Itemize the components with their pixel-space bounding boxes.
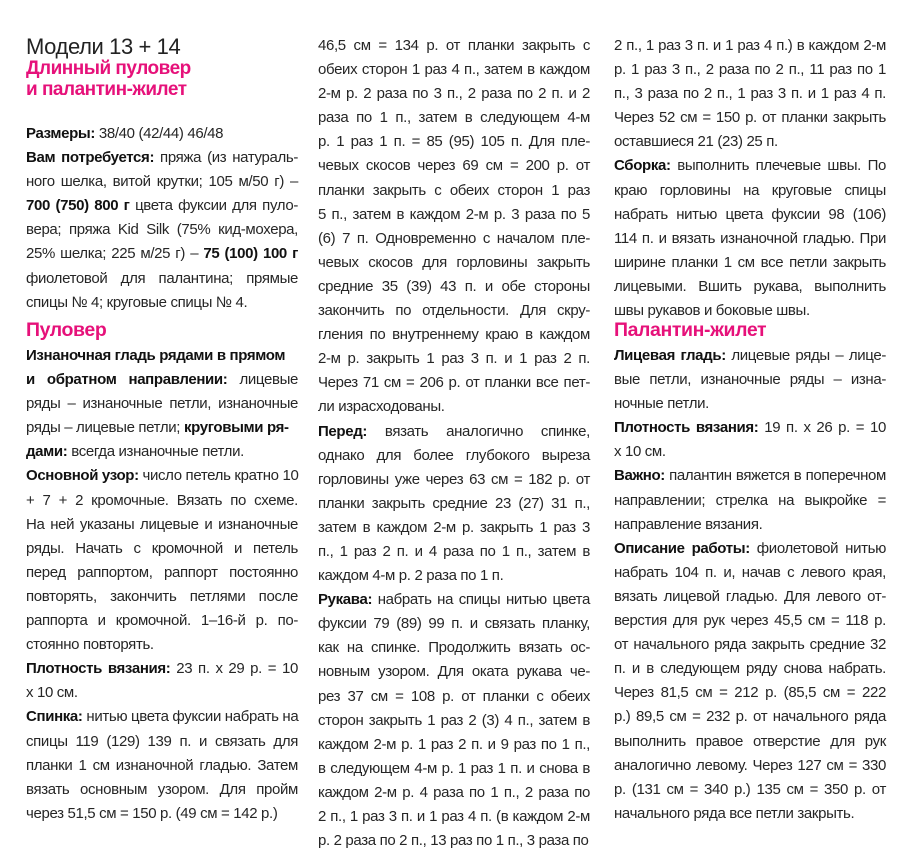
line-text: планки закрыть с обеих сторон 1 раз (318, 181, 590, 199)
line-text: р. 2 раза по 2 п., 13 раз по 1 п., 3 раза по (318, 832, 589, 850)
line-text: п., 3 раза по 2 п., 1 раз 3 п. и 1 раз 4 п. (614, 85, 886, 103)
section-heading-pullover: Пуловер (26, 319, 107, 341)
bold-term: Изнаночная гладь рядами в прямом (26, 347, 286, 364)
text-line (318, 299, 590, 323)
materials-block (26, 122, 298, 315)
text-line (614, 561, 886, 585)
text-line (26, 561, 298, 585)
text-line (614, 203, 886, 227)
text-line (318, 130, 590, 154)
line-text: набрать 104 п. и, начав с левого края, (614, 563, 886, 581)
text-line (318, 685, 590, 709)
bold-term: Основной узор: (26, 467, 139, 485)
line-text: выполнить правое отверстие для рук (614, 732, 886, 750)
title-line-1: Длинный пуловер (26, 58, 191, 79)
line-text: перед раппортом, раппорт постоянно (26, 563, 298, 581)
line-text: лицевые ряды – лице- (725, 347, 886, 364)
line-text: средние 35 (39) 43 п. и обе стороны (318, 277, 590, 295)
text-line (26, 609, 298, 633)
text-line (614, 633, 886, 657)
text-line (614, 58, 886, 82)
text-line (26, 633, 298, 657)
line-text: 2 п., 1 раз 3 п. и 1 раз 4 п.) в каждом 2-м (614, 37, 886, 54)
needs-amount: 700 (750) 800 г (26, 197, 130, 215)
line-text: р.) 89,5 см = 232 р. от начального ряда (614, 708, 886, 726)
text-line (26, 730, 298, 754)
article-title (26, 58, 191, 100)
line-text: вязать основным узором. Для пройм (26, 780, 298, 798)
text-line (614, 609, 886, 633)
line-text: выполнить плечевые швы. По (670, 157, 886, 175)
line-text: каждом 4-м р. 2 раза по 1 п. (318, 567, 504, 585)
bold-term: Описание работы: (614, 539, 750, 557)
line-text: через 51,5 см = 150 р. (49 см = 142 р.) (26, 804, 278, 822)
text-line (26, 392, 298, 416)
text-line (318, 636, 590, 660)
line-text: 46,5 см = 134 р. от планки закрыть с (318, 37, 590, 54)
text-line (26, 513, 298, 537)
text-line (614, 130, 886, 154)
line-text: закончить по отдельности. Для скру- (318, 302, 590, 320)
text-line (318, 154, 590, 178)
bold-term: дами: (26, 443, 68, 461)
line-text: ряды – лицевые петли; (26, 419, 184, 437)
line-text: оставшиеся 21 (23) 25 п. (614, 133, 778, 151)
line-text: сторон закрыть 1 раз 2 (3) 4 п., затем в (318, 711, 590, 729)
text-line (614, 82, 886, 106)
line-text: вязать лицевой гладью. Для левого от- (614, 587, 886, 605)
text-line (26, 537, 298, 561)
text-line (318, 492, 590, 516)
line-text: как на спинке. Продолжить вязать ос- (318, 639, 590, 657)
line-text: новным узором. Для оката рукава че- (318, 663, 590, 681)
text-line (318, 82, 590, 106)
line-text: 2 п., 1 раз 3 п. и 1 раз 4 п. (в каждом 2-м (318, 808, 590, 825)
line-text: однако для более глубокого выреза (318, 446, 590, 464)
text-line (614, 778, 886, 802)
text-line (614, 705, 886, 729)
bold-term: Спинка: (26, 708, 83, 726)
text-line (614, 344, 886, 368)
line-text: р. 1 раз 3 п., 2 раза по 2 п., 11 раз по 1 (614, 61, 886, 79)
needs-amount: 75 (100) 100 г (203, 245, 298, 263)
text-line (26, 416, 298, 440)
needs-line (26, 194, 298, 218)
text-line (614, 802, 886, 826)
line-text: х 10 см. (26, 684, 78, 702)
line-text: р. 1 раз 1 п. = 85 (95) 105 п. Для пле- (318, 133, 590, 151)
text-line (318, 395, 590, 419)
text-line (614, 730, 886, 754)
sizes-text: 38/40 (42/44) 46/48 (95, 125, 224, 142)
text-line (26, 344, 298, 368)
bold-term: Плотность вязания: (26, 660, 171, 678)
line-text: швы рукавов и боковые швы. (614, 302, 810, 320)
text-line (614, 227, 886, 251)
text-line (318, 468, 590, 492)
text-line (318, 757, 590, 781)
line-text: фуксии 79 (89) 99 п. и связать планку, (318, 615, 590, 633)
text-line (614, 464, 886, 488)
needs-line (26, 146, 298, 170)
needs-line: спицы № 4; круговые спицы № 4. (26, 293, 248, 311)
line-text: верстия для рук через 45,5 см = 118 р. (614, 612, 886, 630)
text-line (614, 681, 886, 705)
text-line (26, 464, 298, 488)
line-text: Через 52 см = 150 р. от планки закрыть (614, 109, 886, 127)
line-text: повторять, закончить петлями после (26, 587, 298, 605)
line-text: 2-м р. закрыть 1 раз 3 п. и 1 раз 2 п. (318, 350, 590, 368)
line-text: фиолетовой нитью (749, 539, 886, 557)
text-line (318, 588, 590, 612)
assembly-text (614, 34, 886, 323)
text-line (26, 657, 298, 681)
line-text: затем в каждом 2-м р. закрыть 1 раз 3 (318, 518, 590, 536)
title-line-2: и палантин-жилет (26, 79, 187, 100)
line-text: 5 п., затем в каждом 2-м р. 3 раза по 5 (318, 205, 590, 223)
line-text: нитью цвета фуксии набрать на (82, 708, 299, 726)
text-line (318, 227, 590, 251)
text-line (26, 705, 298, 729)
sizes-line (26, 122, 298, 146)
line-text: вые петли, изнаночные ряды – изна- (614, 371, 886, 389)
text-line (318, 805, 590, 829)
text-line (318, 347, 590, 371)
text-line (614, 106, 886, 130)
line-text: краю горловины на круговые спицы (614, 181, 886, 199)
line-text: рез 37 см = 108 р. от планки с обеих (318, 687, 590, 705)
line-text: На ней указаны лицевые и изнаночные (26, 515, 298, 533)
stole-text (614, 344, 886, 826)
text-line (318, 179, 590, 203)
text-line (26, 489, 298, 513)
line-text: Через 81,5 см = 212 р. (85,5 см = 222 (614, 684, 886, 702)
needs-label: Вам потребуется: (26, 149, 155, 167)
needs-text: пряжа (из натураль- (154, 149, 299, 167)
column-2-text (318, 34, 590, 853)
text-line (318, 323, 590, 347)
line-text: аналогично левому. Через 127 см = 330 (614, 756, 886, 774)
line-text: ряды – изнаночные петли, изнаночные (26, 395, 298, 413)
line-text: ночные петли. (614, 395, 709, 413)
line-text: чевых скосов для горловины закрыть (318, 253, 590, 271)
line-text: каждом 2-м р. 1 раз 2 п. и 9 раз по 1 п., (318, 735, 590, 753)
text-line (318, 420, 590, 444)
text-line (318, 733, 590, 757)
bold-term: Сборка: (614, 157, 671, 175)
text-line (318, 564, 590, 588)
text-line (26, 681, 298, 705)
text-line (614, 416, 886, 440)
text-line (318, 106, 590, 130)
bold-term: Перед: (318, 422, 368, 440)
line-text: вязать аналогично спинке, (367, 422, 590, 440)
line-text: каждом 2-м р. 4 раза по 1 п., 2 раза по (318, 783, 590, 801)
text-line (614, 392, 886, 416)
needs-line: ного шелка, витой крутки; 105 м/50 г) – (26, 173, 298, 191)
line-text: 2-м р. 2 раза по 3 п., 2 раза по 2 п. и 2 (318, 85, 590, 103)
text-line (614, 513, 886, 537)
text-line (318, 444, 590, 468)
line-text: число петель кратно 10 (138, 467, 299, 485)
text-line (26, 754, 298, 778)
text-line (614, 34, 886, 58)
line-text: начального ряда все петли закрыть. (614, 804, 855, 822)
text-line (318, 660, 590, 684)
text-line (318, 203, 590, 227)
text-line (318, 709, 590, 733)
text-line (614, 275, 886, 299)
line-text: направление вязания. (614, 515, 763, 533)
text-line (614, 657, 886, 681)
bold-term: Рукава: (318, 591, 373, 609)
needs-text: 25% шелка; 225 м/25 г) – (26, 245, 204, 263)
text-line (26, 585, 298, 609)
text-line (318, 251, 590, 275)
line-text: всегда изнаночные петли. (67, 443, 244, 461)
text-line (26, 368, 298, 392)
line-text: ли израсходованы. (318, 398, 445, 416)
text-line (614, 179, 886, 203)
bold-term: Важно: (614, 467, 665, 485)
line-text: р. (131 см = 340 р.) 135 см = 350 р. от (614, 780, 886, 798)
sizes-label: Размеры: (26, 125, 96, 142)
line-text: раза по 1 п., затем в следующем 4-м (318, 109, 590, 127)
text-line (614, 537, 886, 561)
text-line (614, 368, 886, 392)
line-text: 19 п. х 26 р. = 10 (758, 419, 886, 437)
text-line (614, 489, 886, 513)
text-line (614, 754, 886, 778)
line-text: набрать на спицы нитью цвета (372, 591, 590, 609)
line-text: направлении; стрелка на выкройке = (614, 491, 886, 509)
line-text: 23 п. х 29 р. = 10 (170, 660, 298, 678)
bold-term: Лицевая гладь: (614, 347, 726, 364)
text-line (614, 251, 886, 275)
line-text: х 10 см. (614, 443, 666, 461)
bold-term: круговыми ря- (183, 419, 289, 437)
needs-line: вера; пряжа Kid Silk (75% кид-мохера, (26, 221, 298, 239)
text-line (318, 540, 590, 564)
bold-term: и обратном направлении: (26, 371, 228, 389)
line-text: п., 1 раз 2 п. и 4 раза по 1 п., затем в (318, 542, 590, 560)
pullover-text (26, 344, 298, 826)
line-text: ширине планки 1 см все петли закрыть (614, 253, 886, 271)
text-line (318, 829, 590, 853)
line-text: 114 п. и вязать изнаночной гладью. При (614, 229, 886, 247)
line-text: чевых скосов через 69 см = 200 р. от (318, 157, 590, 175)
line-text: раппорта и кромочной. 1–16-й р. по- (26, 612, 298, 630)
text-line (318, 58, 590, 82)
line-text: + 7 + 2 кромочные. Вязать по схеме. (26, 491, 298, 509)
text-line (614, 440, 886, 464)
line-text: стоянно повторять. (26, 636, 154, 654)
line-text: (6) 7 п. Одновременно с началом пле- (318, 229, 590, 247)
text-line (318, 275, 590, 299)
text-line (318, 371, 590, 395)
line-text: планки закрыть средние 23 (27) 31 п., (318, 494, 590, 512)
bold-term: Плотность вязания: (614, 419, 759, 437)
text-line (26, 440, 298, 464)
text-line (614, 585, 886, 609)
needs-line: фиолетовой для палантина; прямые (26, 269, 298, 287)
line-text: обеих сторон 1 раз 4 п., затем в каждом (318, 61, 590, 79)
line-text: лицевые (227, 371, 298, 389)
needs-text: цвета фуксии для пуло- (129, 197, 298, 215)
text-line (318, 516, 590, 540)
text-line (26, 802, 298, 826)
line-text: спицы 119 (129) 139 п. и связать для (26, 732, 298, 750)
line-text: планки 1 см изнаночной гладью. Затем (26, 756, 298, 774)
line-text: набрать нитью цвета фуксии 98 (106) (614, 205, 886, 223)
text-line (614, 154, 886, 178)
line-text: Через 71 см = 206 р. от планки все пет- (318, 374, 590, 392)
line-text: п. и в следующем ряду снова набрать. (614, 660, 886, 678)
section-heading-stole: Палантин-жилет (614, 319, 767, 341)
line-text: в следующем 4-м р. 1 раз 1 п. и снова в (318, 759, 590, 777)
line-text: от начального ряда закрыть средние 32 (614, 636, 886, 654)
text-line (318, 612, 590, 636)
line-text: гления по внутреннему краю в каждом (318, 326, 590, 344)
line-text: ряды. Начать с кромочной и петель (26, 539, 298, 557)
text-line (318, 34, 590, 58)
text-line (26, 778, 298, 802)
line-text: лицевыми. Вшить рукава, выполнить (614, 277, 886, 295)
line-text: горловины уже через 63 см = 182 р. от (318, 470, 590, 488)
text-line (318, 781, 590, 805)
needs-line (26, 242, 298, 266)
models-heading: Модели 13 + 14 (26, 34, 181, 59)
column-1 (26, 0, 299, 822)
line-text: палантин вяжется в поперечном (664, 467, 886, 485)
